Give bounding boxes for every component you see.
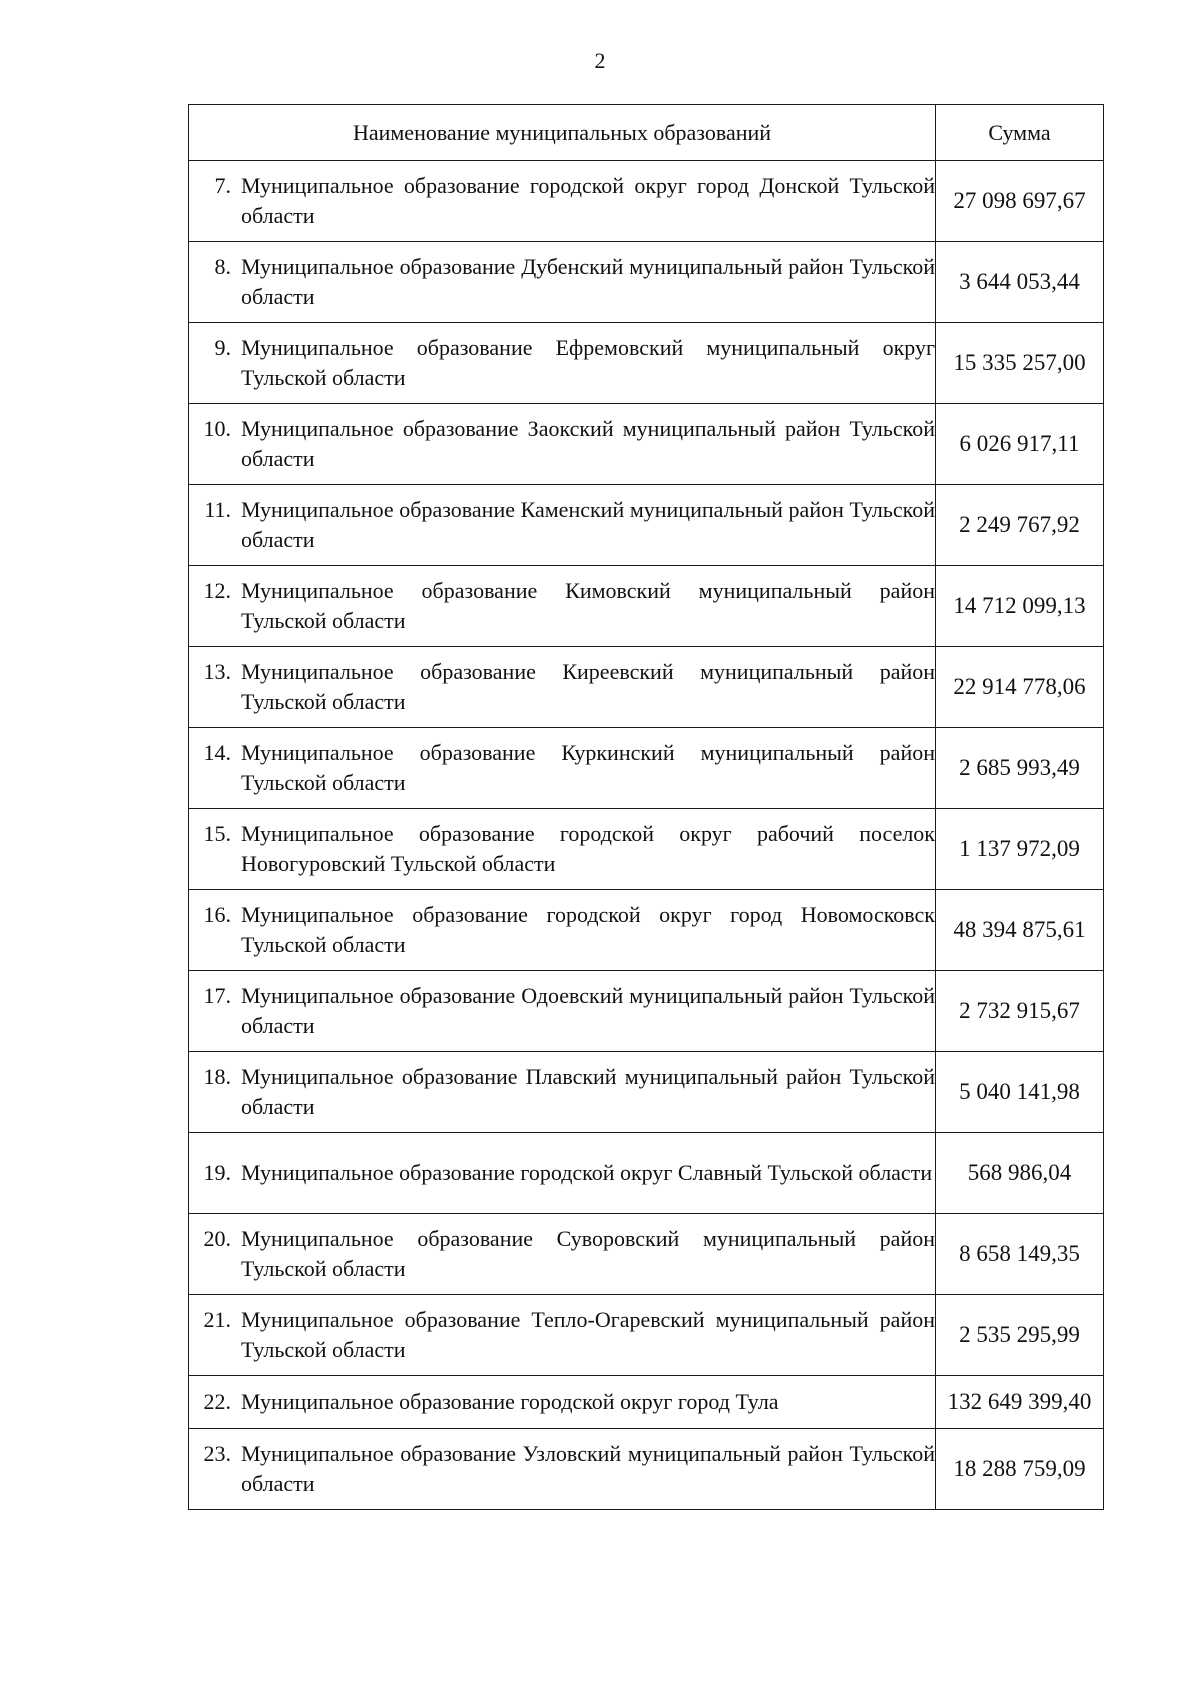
row-number: 11.: [204, 497, 231, 522]
row-number: 13.: [203, 659, 231, 684]
municipality-cell: [189, 809, 936, 890]
sum-cell: 48 394 875,61: [936, 890, 1104, 971]
sum-cell: 8 658 149,35: [936, 1214, 1104, 1295]
municipality-entry: [189, 252, 935, 312]
table-row: [189, 647, 1104, 728]
table-row: [189, 1429, 1104, 1510]
table-row: [189, 1376, 1104, 1429]
sum-cell: 3 644 053,44: [936, 242, 1104, 323]
table-row: [189, 1052, 1104, 1133]
row-number: 9.: [214, 335, 231, 360]
municipality-entry: [189, 1062, 935, 1122]
municipality-name: Муниципальное образование городской округ Славный Тульской области: [241, 1160, 933, 1185]
sum-cell: 15 335 257,00: [936, 323, 1104, 404]
municipality-name: Муниципальное образование Куркинский муниципальный район Тульской области: [241, 740, 935, 795]
row-number: 14.: [203, 740, 231, 765]
sum-cell: 2 685 993,49: [936, 728, 1104, 809]
municipality-entry: [189, 1439, 935, 1499]
municipality-cell: [189, 1052, 936, 1133]
row-number: 15.: [203, 821, 231, 846]
municipality-entry: [189, 1387, 935, 1417]
row-number: 18.: [203, 1064, 231, 1089]
municipality-cell: [189, 971, 936, 1052]
sum-cell: 2 249 767,92: [936, 485, 1104, 566]
table-row: [189, 890, 1104, 971]
municipality-name: Муниципальное образование Заокский муниципальный район Тульской области: [241, 416, 935, 471]
sum-cell: 27 098 697,67: [936, 161, 1104, 242]
table-row: [189, 728, 1104, 809]
row-number: 10.: [203, 416, 231, 441]
sum-cell: 2 732 915,67: [936, 971, 1104, 1052]
municipality-name: Муниципальное образование городской округ рабочий поселок Новогуровский Тульской области: [241, 821, 935, 876]
sum-cell: 2 535 295,99: [936, 1295, 1104, 1376]
municipality-cell: [189, 404, 936, 485]
table-row: [189, 323, 1104, 404]
municipality-name: Муниципальное образование Киреевский муниципальный район Тульской области: [241, 659, 935, 714]
municipality-cell: [189, 1214, 936, 1295]
municipality-entry: [189, 1158, 935, 1188]
municipality-name: Муниципальное образование Узловский муниципальный район Тульской области: [241, 1441, 935, 1496]
municipality-name: Муниципальное образование городской округ город Тула: [241, 1389, 779, 1414]
municipality-cell: [189, 161, 936, 242]
municipality-cell: [189, 242, 936, 323]
municipality-name: Муниципальное образование городской округ город Донской Тульской области: [241, 173, 935, 228]
table-row: [189, 566, 1104, 647]
row-number: 20.: [203, 1226, 231, 1251]
table-body: [189, 161, 1104, 1510]
municipality-cell: [189, 1376, 936, 1429]
table-row: [189, 485, 1104, 566]
municipality-entry: [189, 171, 935, 231]
municipality-cell: [189, 890, 936, 971]
municipality-name: Муниципальное образование Каменский муниципальный район Тульской области: [241, 497, 935, 552]
municipality-name: Муниципальное образование Ефремовский муниципальный округ Тульской области: [241, 335, 935, 390]
municipality-name: Муниципальное образование Кимовский муниципальный район Тульской области: [241, 578, 935, 633]
row-number: 7.: [214, 173, 231, 198]
sum-cell: 568 986,04: [936, 1133, 1104, 1214]
municipality-cell: [189, 323, 936, 404]
table-header-row: [189, 105, 1104, 161]
municipality-entry: [189, 1305, 935, 1365]
column-header-name: Наименование муниципальных образований: [189, 105, 936, 161]
table-row: [189, 1133, 1104, 1214]
municipality-name: Муниципальное образование городской округ город Новомосковск Тульской области: [241, 902, 935, 957]
sum-cell: 14 712 099,13: [936, 566, 1104, 647]
municipality-entry: [189, 495, 935, 555]
row-number: 16.: [203, 902, 231, 927]
column-header-sum: Сумма: [936, 105, 1104, 161]
sum-cell: 1 137 972,09: [936, 809, 1104, 890]
municipality-name: Муниципальное образование Плавский муниципальный район Тульской области: [241, 1064, 935, 1119]
row-number: 8.: [214, 254, 231, 279]
row-number: 19.: [203, 1160, 231, 1185]
row-number: 22.: [203, 1389, 231, 1414]
municipality-name: Муниципальное образование Суворовский муниципальный район Тульской области: [241, 1226, 935, 1281]
municipality-cell: [189, 566, 936, 647]
sum-cell: 22 914 778,06: [936, 647, 1104, 728]
municipality-name: Муниципальное образование Дубенский муниципальный район Тульской области: [241, 254, 935, 309]
sum-cell: 18 288 759,09: [936, 1429, 1104, 1510]
table-row: [189, 809, 1104, 890]
municipality-entry: [189, 738, 935, 798]
table-row: [189, 161, 1104, 242]
municipality-cell: [189, 1133, 936, 1214]
municipality-cell: [189, 485, 936, 566]
row-number: 12.: [203, 578, 231, 603]
municipality-cell: [189, 728, 936, 809]
sum-cell: 6 026 917,11: [936, 404, 1104, 485]
sum-cell: 5 040 141,98: [936, 1052, 1104, 1133]
municipality-name: Муниципальное образование Тепло-Огаревский муниципальный район Тульской области: [241, 1307, 935, 1362]
municipality-entry: [189, 819, 935, 879]
sum-cell: 132 649 399,40: [936, 1376, 1104, 1429]
municipality-entry: [189, 981, 935, 1041]
municipality-entry: [189, 576, 935, 636]
municipality-cell: [189, 1429, 936, 1510]
page-number: 2: [594, 48, 606, 73]
municipality-entry: [189, 333, 935, 393]
municipality-entry: [189, 657, 935, 717]
row-number: 17.: [203, 983, 231, 1008]
municipality-cell: [189, 1295, 936, 1376]
row-number: 23.: [203, 1441, 231, 1466]
table-row: [189, 404, 1104, 485]
municipality-name: Муниципальное образование Одоевский муниципальный район Тульской области: [241, 983, 935, 1038]
municipality-entry: [189, 900, 935, 960]
table-row: [189, 242, 1104, 323]
municipality-cell: [189, 647, 936, 728]
municipality-entry: [189, 1224, 935, 1284]
table-row: [189, 1214, 1104, 1295]
municipal-sums-table: [188, 104, 1104, 1510]
table-row: [189, 971, 1104, 1052]
row-number: 21.: [203, 1307, 231, 1332]
table-row: [189, 1295, 1104, 1376]
municipality-entry: [189, 414, 935, 474]
